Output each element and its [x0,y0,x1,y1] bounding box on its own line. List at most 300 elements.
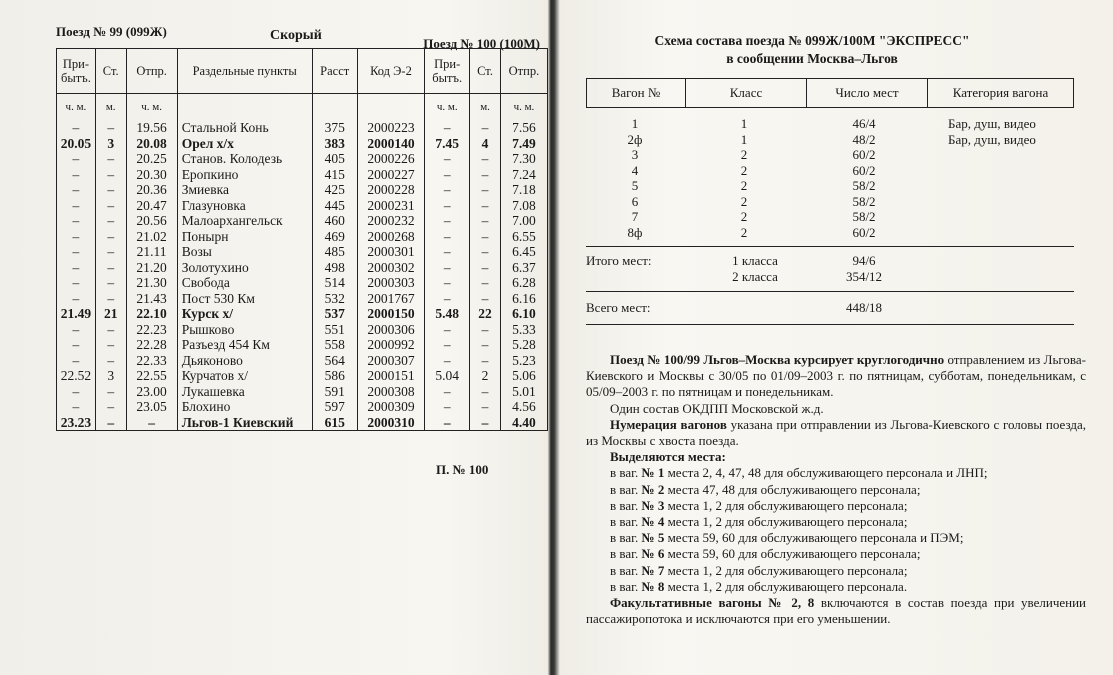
col-arrival-100: При-бытъ. [425,49,470,94]
table-cell: 5.01 [500,384,547,400]
table-row [57,260,548,276]
table-cell: 558 [312,337,357,353]
col-stop-99: Ст. [95,49,126,94]
table-cell: 445 [312,198,357,214]
table-cell: Разъезд 454 Км [177,337,312,353]
table-cell: – [470,291,501,307]
composition-title [562,32,1062,68]
table-cell: 460 [312,213,357,229]
table-cell: – [95,275,126,291]
table-cell: Орел х/х [177,136,312,152]
train-100-title: Поезд № 100 (100М) [423,36,540,51]
table-cell: 20.30 [126,167,177,183]
table-cell: – [470,260,501,276]
table-cell: Понырн [177,229,312,245]
right-page [562,0,1113,675]
table-cell: – [57,291,96,307]
table-cell: 19.56 [126,120,177,136]
table-cell: – [470,244,501,260]
reserved-list [586,465,1086,595]
note-optional-cars: Факультативные вагоны № 2, 8 включаются в состав поезда при увеличении пассажиропотока и исключаются при его уменьшении. [586,595,1087,627]
table-cell: – [470,337,501,353]
table-cell: – [57,275,96,291]
table-cell: 20.25 [126,151,177,167]
unit-cell [312,94,357,121]
car-cell: 7 [631,209,639,224]
composition-title-line2: в сообщении Москва–Льгов [726,51,898,66]
table-cell: 7.49 [500,136,547,152]
unit-cell [357,94,425,121]
table-cell: – [95,384,126,400]
table-cell: 21.20 [126,260,177,276]
unit-cell: ч. м. [500,94,547,121]
table-cell: 23.23 [57,415,96,431]
table-cell: – [95,322,126,338]
table-cell: 22.52 [57,368,96,384]
table-cell: – [57,198,96,214]
table-cell: 21.11 [126,244,177,260]
col-distance: Расст [312,49,357,94]
table-cell: 22.23 [126,322,177,338]
car-cell: 2 [740,178,748,193]
table-cell: Малоархангельск [177,213,312,229]
table-row [57,306,548,322]
table-row [57,291,548,307]
table-cell: Пост 530 Км [177,291,312,307]
col-stations: Раздельные пункты [177,49,312,94]
table-cell: – [95,415,126,431]
table-cell: – [470,353,501,369]
table-cell: – [95,120,126,136]
car-cell: 5 [631,178,639,193]
car-cell: 2 [740,224,748,240]
table-cell: – [95,244,126,260]
table-cell: 485 [312,244,357,260]
table-cell: – [470,384,501,400]
table-cell: Рышково [177,322,312,338]
col-seats: Число мест [807,79,928,107]
car-cell: 1 [740,131,748,147]
table-cell: 7.00 [500,213,547,229]
car-cell: 4 [631,162,639,178]
table-cell: 2000223 [357,120,425,136]
unit-cell: ч. м. [425,94,470,121]
reserved-item: в ваг. № 6 места 59, 60 для обслуживающего персонала; [610,546,921,562]
table-cell: – [57,322,96,338]
table-cell: 22 [470,306,501,322]
table-cell: – [425,291,470,307]
table-cell: – [470,415,501,431]
table-row [57,275,548,291]
table-cell: 5.04 [425,368,470,384]
table-row [57,167,548,183]
table-cell: 22.28 [126,337,177,353]
table-cell: 23.00 [126,384,177,400]
table-cell: 591 [312,384,357,400]
train-99-title: Поезд № 99 (099Ж) [56,24,167,39]
table-cell: – [470,151,501,167]
table-cell: 2000992 [357,337,425,353]
table-cell: 7.08 [500,198,547,214]
car-cell: 2ф [627,131,643,147]
table-cell: 597 [312,399,357,415]
table-cell: – [470,322,501,338]
table-cell: 21 [95,306,126,322]
table-cell: 22.10 [126,306,177,322]
col-arrival-99: При-бытъ. [57,49,96,94]
car-row [586,163,1074,179]
table-row [57,151,548,167]
table-cell: – [470,198,501,214]
composition-table [586,78,1074,325]
car-row [586,178,1074,194]
table-cell: – [425,260,470,276]
note-schedule: Поезд № 100/99 Льгов–Москва курсирует круглогодично отправлением из Льгова-Киевского и Москвы с 30/05 по 01/09–2003 г. по пятницам, субботам, понедельникам, с 05/09–2003 г. по пятницам и понедельникам. [586,352,1086,400]
table-cell: Курск х/ [177,306,312,322]
totals [586,253,1074,285]
car-row [586,225,1074,241]
table-row [57,337,548,353]
car-cell: 46/4 [852,116,876,131]
table-cell: 7.18 [500,182,547,198]
unit-cell: м. [95,94,126,121]
table-cell: 5.28 [500,337,547,353]
table-cell: 514 [312,275,357,291]
table-cell: 7.45 [425,136,470,152]
car-cell [924,163,1074,179]
total-class-2: 2 класса [732,269,778,284]
car-cell: 2 [740,162,748,178]
total-row-1 [586,253,1074,269]
table-cell: 2000303 [357,275,425,291]
car-cell: 60/2 [852,147,876,162]
table-cell: 425 [312,182,357,198]
table-row [57,182,548,198]
table-cell: – [425,182,470,198]
table-cell: 2000226 [357,151,425,167]
table-cell: 23.05 [126,399,177,415]
table-cell: 21.02 [126,229,177,245]
table-cell: – [95,337,126,353]
table-cell: 20.05 [57,136,96,152]
car-cell: 48/2 [852,131,876,147]
table-cell: 415 [312,167,357,183]
total-label: Итого мест: [586,253,652,268]
table-cell: – [57,244,96,260]
table-cell: 2000140 [357,136,425,152]
table-cell: – [470,213,501,229]
table-cell: 2000231 [357,198,425,214]
table-cell: 2000228 [357,182,425,198]
car-cell: Бар, душ, видео [948,116,1036,131]
table-cell: 551 [312,322,357,338]
table-cell: Лукашевка [177,384,312,400]
table-cell: 2000302 [357,260,425,276]
table-cell: 5.23 [500,353,547,369]
table-cell: – [470,167,501,183]
table-cell: – [425,415,470,431]
table-cell: Стальной Конь [177,120,312,136]
car-cell: 2 [740,147,748,162]
table-cell: 7.24 [500,167,547,183]
table-cell: 20.47 [126,198,177,214]
table-row [57,368,548,384]
total-class-1: 1 класса [732,253,778,268]
car-cell: 58/2 [852,209,876,224]
left-page [0,0,548,675]
table-cell: – [95,167,126,183]
car-cell: 2 [740,209,748,224]
grand-total-row [586,300,1074,316]
col-car: Вагон № [587,79,686,107]
car-cell: 8ф [627,224,643,240]
table-row [57,384,548,400]
table-cell: Глазуновка [177,198,312,214]
table-cell: Змиевка [177,182,312,198]
table-cell: 6.10 [500,306,547,322]
table-cell: 2000268 [357,229,425,245]
table-cell: – [57,182,96,198]
table-cell: 6.45 [500,244,547,260]
table-cell: 4.40 [500,415,547,431]
car-cell [924,209,1074,225]
table-row [57,198,548,214]
car-cell: 6 [631,193,639,209]
table-cell: – [425,275,470,291]
table-cell: Золотухино [177,260,312,276]
col-category: Категория вагона [952,85,1049,100]
table-cell: 22.55 [126,368,177,384]
table-row [57,136,548,152]
table-cell: – [425,384,470,400]
table-cell: 2000150 [357,306,425,322]
table-cell: 2000232 [357,213,425,229]
total-value-1: 94/6 [852,253,876,268]
table-cell: 537 [312,306,357,322]
table-cell: – [95,291,126,307]
table-cell: 2000306 [357,322,425,338]
table-row [57,353,548,369]
table-cell: Дьяконово [177,353,312,369]
table-cell: Льгов-1 Киевский [177,415,312,431]
table-cell: – [95,182,126,198]
table-cell: 20.36 [126,182,177,198]
table-cell: 5.33 [500,322,547,338]
grand-total-label: Всего мест: [586,300,651,315]
table-cell: 2001767 [357,291,425,307]
note-operator: Один состав ОКДПП Московской ж.д. [610,400,824,416]
table-cell: – [95,260,126,276]
table-cell: 21.30 [126,275,177,291]
table-cell: 383 [312,136,357,152]
timetable [56,48,548,431]
car-row [586,194,1074,210]
table-cell: – [470,229,501,245]
col-departure-99: Отпр. [126,49,177,94]
table-cell: – [57,399,96,415]
train-type-label: Скорый [270,28,322,43]
car-cell: 60/2 [852,162,876,178]
table-cell: 7.56 [500,120,547,136]
car-cell: 58/2 [852,178,876,193]
col-departure-100: Отпр. [500,49,547,94]
table-cell: 2000151 [357,368,425,384]
table-cell: – [57,213,96,229]
divider [586,246,1074,247]
car-cell: 2 [740,193,748,209]
table-cell: – [126,415,177,431]
col-stop-100: Ст. [470,49,501,94]
table-cell: – [57,229,96,245]
composition-header [586,78,1074,108]
table-cell: – [57,353,96,369]
table-cell: – [425,399,470,415]
unit-cell: ч. м. [57,94,96,121]
table-cell: – [470,399,501,415]
table-cell: 405 [312,151,357,167]
car-cell: 1 [740,116,748,131]
table-cell: 2000227 [357,167,425,183]
reserved-item: в ваг. № 7 места 1, 2 для обслуживающего персонала; [610,562,908,578]
table-cell: 7.30 [500,151,547,167]
train-100-footer: П. № 100 [436,462,489,477]
table-cell: 6.28 [500,275,547,291]
col-code: Код Э-2 [357,49,425,94]
table-cell: 3 [95,136,126,152]
reserved-item: в ваг. № 8 места 1, 2 для обслуживающего персонала. [610,578,908,594]
table-cell: 375 [312,120,357,136]
table-cell: – [95,198,126,214]
table-cell: – [425,120,470,136]
table-cell: 21.43 [126,291,177,307]
units-row [57,94,548,121]
table-cell: – [57,384,96,400]
table-row [57,213,548,229]
table-cell: 532 [312,291,357,307]
table-cell: – [95,399,126,415]
note-numbering: Нумерация вагонов указана при отправлении из Льгова-Киевского с головы поезда, из Москвы с хвоста поезда. [586,416,1086,449]
table-cell: – [425,167,470,183]
unit-cell: ч. м. [126,94,177,121]
table-cell: – [425,244,470,260]
table-cell: 21.49 [57,306,96,322]
notes [586,352,1086,627]
table-cell: 5.48 [425,306,470,322]
table-cell: – [425,213,470,229]
table-cell: 2000310 [357,415,425,431]
table-cell: – [425,151,470,167]
grand-total-value: 448/18 [845,300,883,315]
car-cell: Бар, душ, видео [948,131,1036,147]
table-cell: – [470,120,501,136]
table-cell: – [57,151,96,167]
table-cell: – [425,198,470,214]
table-row [57,120,548,136]
reserved-item: в ваг. № 5 места 59, 60 для обслуживающего персонала и ПЭМ; [610,530,964,546]
table-cell: – [95,151,126,167]
car-row [586,147,1074,163]
table-cell: – [95,353,126,369]
reserved-item: в ваг. № 4 места 1, 2 для обслуживающего персонала; [610,514,908,530]
table-cell: 20.08 [126,136,177,152]
table-row [57,322,548,338]
table-cell: – [425,229,470,245]
table-cell: 2000301 [357,244,425,260]
reserved-item: в ваг. № 2 места 47, 48 для обслуживающего персонала; [610,481,921,497]
table-cell: Еропкино [177,167,312,183]
composition-title-line1: Схема состава поезда № 099Ж/100М "ЭКСПРЕСС" [654,33,970,48]
car-cell: 1 [631,116,639,131]
unit-cell [177,94,312,121]
table-cell: 22.33 [126,353,177,369]
table-row [57,415,548,431]
total-value-2: 354/12 [845,269,883,284]
car-cell [924,194,1074,210]
table-cell: 2000308 [357,384,425,400]
table-cell: – [57,260,96,276]
table-cell: – [425,353,470,369]
car-rows [586,116,1074,240]
table-cell: – [425,322,470,338]
table-cell: – [95,229,126,245]
car-row [586,132,1074,148]
table-cell: – [57,167,96,183]
table-cell: Свобода [177,275,312,291]
table-cell: 4.56 [500,399,547,415]
table-cell: 2000309 [357,399,425,415]
divider [586,324,1074,325]
table-cell: 2000307 [357,353,425,369]
divider [586,291,1074,292]
timetable-header-row [57,49,548,94]
car-cell [924,147,1074,163]
table-cell: 5.06 [500,368,547,384]
table-cell: 20.56 [126,213,177,229]
table-cell: Блохино [177,399,312,415]
table-cell: 586 [312,368,357,384]
car-cell: 3 [631,147,639,162]
table-cell: Возы [177,244,312,260]
table-cell: Курчатов х/ [177,368,312,384]
table-cell: 2 [470,368,501,384]
table-cell: – [57,337,96,353]
table-cell: 615 [312,415,357,431]
table-cell: 564 [312,353,357,369]
table-cell: 498 [312,260,357,276]
car-cell: 60/2 [852,224,876,240]
table-cell: – [95,213,126,229]
table-cell: 469 [312,229,357,245]
table-cell: 4 [470,136,501,152]
total-row-2 [586,269,1074,285]
table-cell: – [425,337,470,353]
table-cell: 6.37 [500,260,547,276]
table-cell: Станов. Колодезь [177,151,312,167]
car-cell [924,225,1074,241]
table-row [57,244,548,260]
reserved-item: в ваг. № 3 места 1, 2 для обслуживающего персонала; [610,497,908,513]
table-cell: – [470,182,501,198]
table-cell: – [470,275,501,291]
table-cell: 6.16 [500,291,547,307]
table-cell: 6.55 [500,229,547,245]
col-class: Класс [686,79,807,107]
car-row [586,209,1074,225]
car-row [586,116,1074,132]
table-cell: 3 [95,368,126,384]
note-reserved-title: Выделяются места: [610,449,726,465]
table-row [57,229,548,245]
